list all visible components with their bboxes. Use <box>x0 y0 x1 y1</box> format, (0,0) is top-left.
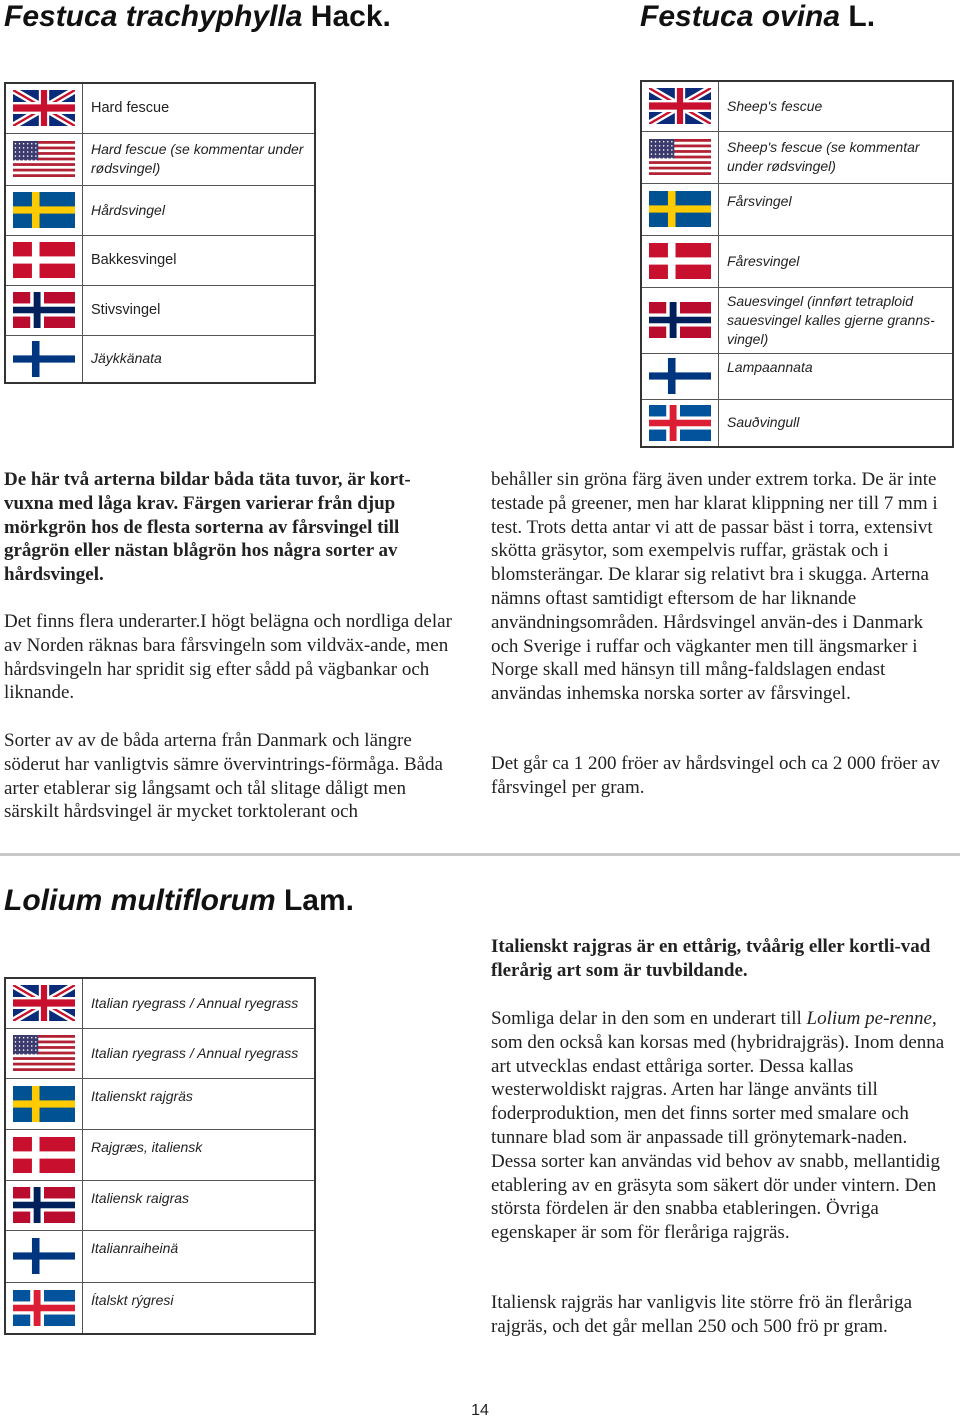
uk-flag-icon <box>649 88 711 124</box>
common-name: Rajgræs, italiensk <box>83 1129 316 1180</box>
norway-flag-icon <box>13 292 75 328</box>
name-row <box>5 285 315 335</box>
flag-cell <box>5 1180 83 1230</box>
finland-flag-icon <box>13 341 75 377</box>
name-row <box>5 1282 315 1334</box>
species-author: Hack. <box>310 0 391 33</box>
common-name: Hårdsvingel <box>83 185 316 235</box>
common-name: Jäykkänata <box>83 335 316 383</box>
common-name: Sheep's fescue <box>719 81 954 131</box>
flag-cell <box>5 1282 83 1334</box>
common-name: Stivsvingel <box>83 285 316 335</box>
flag-cell <box>641 353 719 399</box>
names-table-trachyphylla <box>4 82 316 384</box>
name-row <box>641 183 953 235</box>
sweden-flag-icon <box>13 1086 75 1122</box>
name-row <box>641 353 953 399</box>
names-table-lolium <box>4 977 316 1335</box>
festuca-paragraph: Sorter av av de båda arterna från Danmark och längre söderut har vanligtvis sämre övervintrings-förmåga. Båda arter etablerar sig långsamt och tål slitage dåligt men särskilt hårdsvingel är mycket torktolerant och <box>4 730 443 823</box>
flag-cell <box>5 978 83 1028</box>
festuca-paragraph: Det går ca 1 200 fröer av hårdsvingel och ca 2 000 fröer av fårsvingel per gram. <box>491 753 940 798</box>
title-lolium-multiflorum <box>4 884 354 918</box>
species-author: Lam. <box>283 884 355 917</box>
title-festuca-trachyphylla <box>4 0 391 34</box>
flag-cell <box>641 399 719 447</box>
common-name: Italian ryegrass / Annual ryegrass <box>83 1028 316 1078</box>
flag-cell <box>5 133 83 185</box>
flag-cell <box>5 185 83 235</box>
festuca-paragraph: Det finns flera underarter.I högt belägna och nordliga delar av Norden räknas bara fårsvingeln som vildväx-ande, men hårdsvingeln har spridit sig efter sådd på vägbankar och liknande. <box>4 611 452 704</box>
name-row <box>5 83 315 133</box>
title-festuca-ovina <box>640 0 875 34</box>
flag-cell <box>641 81 719 131</box>
species-reference: Lolium pe-renne <box>806 1008 932 1029</box>
flag-cell <box>641 235 719 287</box>
common-name: Italianraiheinä <box>83 1230 316 1282</box>
flag-cell <box>5 1129 83 1180</box>
name-row <box>5 235 315 285</box>
name-row <box>5 1078 315 1129</box>
finland-flag-icon <box>649 358 711 394</box>
name-row <box>5 133 315 185</box>
common-name: Hard fescue (se kommentar under rødsvingel) <box>83 133 316 185</box>
name-row <box>641 399 953 447</box>
denmark-flag-icon <box>649 243 711 279</box>
common-name: Bakkesvingel <box>83 235 316 285</box>
names-table-ovina <box>640 80 954 448</box>
sweden-flag-icon <box>13 192 75 228</box>
name-row <box>641 131 953 183</box>
common-name: Hard fescue <box>83 83 316 133</box>
name-row <box>5 1230 315 1282</box>
lolium-paragraph <box>491 1007 955 1245</box>
flag-cell <box>641 287 719 353</box>
flag-cell <box>5 1028 83 1078</box>
common-name: Sauesvingel (innført tetraploid sauesvingel kalles gjerne granns-vingel) <box>719 287 954 353</box>
lolium-paragraph: Italiensk rajgräs har vanligvis lite större frö än fleråriga rajgräs, och det går mellan 250 och 500 frö pr gram. <box>491 1292 912 1337</box>
uk-flag-icon <box>13 985 75 1021</box>
festuca-lead-paragraph: De här två arterna bildar båda täta tuvor, är kort-vuxna med låga krav. Färgen varierar från djup mörkgrön hos de flesta sorterna av fårsvingel till grågrön eller nästan blågrön hos några sorter av hårdsvingel. <box>4 469 411 586</box>
flag-cell <box>641 183 719 235</box>
us-flag-icon <box>13 141 75 177</box>
us-flag-icon <box>649 139 711 175</box>
festuca-paragraph: behåller sin gröna färg även under extrem torka. De är inte testade på greener, men har klarat klippning ner till 7 mm i test. Trots detta antar vi att de passar bäst i torra, extensivt skötta gräsytor, som exempelvis ruffar, grästak och i blomsterängar. De klarar sig relativt bra i skugga. Arterna nämns oftast samtidigt eftersom de har liknande användningsområden. Hårdsvingel använ-des i Danmark och Sverige i ruffar och vägkanter men till ängsmarker i Norge skall med hänsyn till mång-faldslagen endast användas inhemska norska sorter av fårsvingel. <box>491 469 938 705</box>
common-name: Italiensk raigras <box>83 1180 316 1230</box>
name-row <box>5 1129 315 1180</box>
flag-cell <box>5 285 83 335</box>
flag-cell <box>641 131 719 183</box>
lolium-lead-paragraph: Italienskt rajgras är en ettårig, tvåårig eller kortli-vad flerårig art som är tuvbildande. <box>491 936 931 981</box>
common-name: Fårsvingel <box>719 183 954 235</box>
iceland-flag-icon <box>649 405 711 441</box>
name-row <box>5 335 315 383</box>
common-name: Sauðvingull <box>719 399 954 447</box>
common-name: Ítalskt rýgresi <box>83 1282 316 1334</box>
flag-cell <box>5 235 83 285</box>
name-row <box>641 235 953 287</box>
name-row <box>5 1028 315 1078</box>
common-name: Lampaannata <box>719 353 954 399</box>
denmark-flag-icon <box>13 242 75 278</box>
finland-flag-icon <box>13 1238 75 1274</box>
denmark-flag-icon <box>13 1137 75 1173</box>
name-row <box>5 978 315 1028</box>
species-name: Festuca trachyphylla <box>4 0 303 33</box>
name-row <box>641 287 953 353</box>
norway-flag-icon <box>13 1187 75 1223</box>
uk-flag-icon <box>13 90 75 126</box>
flag-cell <box>5 83 83 133</box>
iceland-flag-icon <box>13 1290 75 1326</box>
species-name: Festuca ovina <box>640 0 841 33</box>
common-name: Fåresvingel <box>719 235 954 287</box>
name-row <box>5 185 315 235</box>
common-name: Italian ryegrass / Annual ryegrass <box>83 978 316 1028</box>
name-row <box>641 81 953 131</box>
us-flag-icon <box>13 1035 75 1071</box>
common-name: Italienskt rajgräs <box>83 1078 316 1129</box>
text-segment: Somliga delar in den som en underart till <box>491 1008 807 1029</box>
name-row <box>5 1180 315 1230</box>
flag-cell <box>5 335 83 383</box>
page-number: 14 <box>471 1402 489 1419</box>
norway-flag-icon <box>649 302 711 338</box>
flag-cell <box>5 1230 83 1282</box>
common-name: Sheep's fescue (se kommentar under rødsvingel) <box>719 131 954 183</box>
text-segment: , som den också kan korsas med (hybridrajgräs). Inom denna art utvecklas endast ettåriga sorter. Dessa kallas westerwoldiskt rajgras. Arten har länge använts till foderproduktion, men det finns sorter med smalare och tunnare blad som är anpassade till grönytemark-naden. Dessa sorter kan användas vid behov av snabb, mellantidig etablering av en gräsyta som säkert dör under vintern. Den största fördelen är den snabba etableringen. Övriga egenskaper är som för fleråriga rajgräs. <box>491 1008 945 1244</box>
species-author: L. <box>848 0 876 33</box>
flag-cell <box>5 1078 83 1129</box>
sweden-flag-icon <box>649 191 711 227</box>
section-divider <box>0 853 960 856</box>
species-name: Lolium multiflorum <box>4 884 276 917</box>
